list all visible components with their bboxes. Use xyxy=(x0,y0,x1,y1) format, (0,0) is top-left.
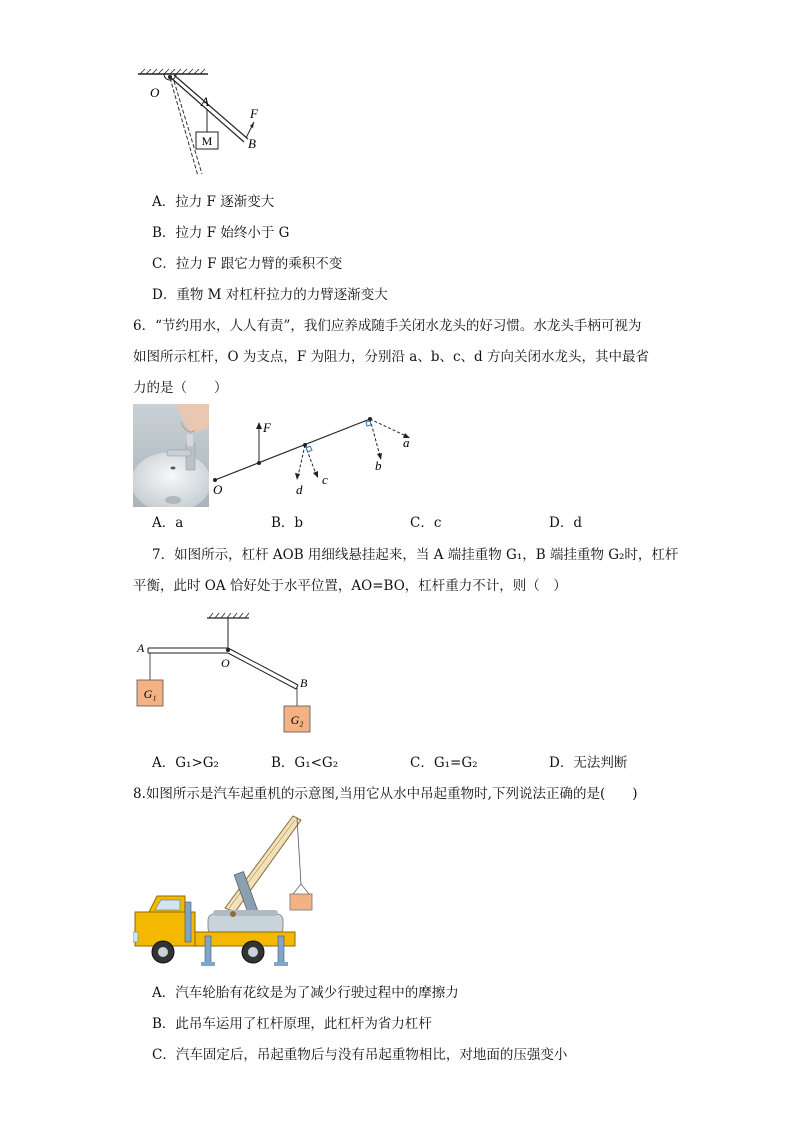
q7-option-c: C．G₁=G₂ xyxy=(410,755,478,771)
label-b: B xyxy=(248,136,256,151)
weight-m-label: M xyxy=(201,134,213,148)
q6-option-d: D．d xyxy=(549,515,582,531)
q6-option-a: A．a xyxy=(152,515,184,531)
q7-stem-line-2: 平衡，此时 OA 恰好处于水平位置，AO=BO，杠杆重力不计，则（ ） xyxy=(133,578,567,594)
faucet-photo xyxy=(133,404,209,507)
q5-option-c: C．拉力 F 跟它力臂的乘积不变 xyxy=(152,256,343,272)
q7-stem-line-1: 7．如图所示，杠杆 AOB 用细线悬挂起来，当 A 端挂重物 G₁，B 端挂重物 G₂时，杠杆 xyxy=(152,547,679,563)
diagram-label-f: F xyxy=(263,420,271,435)
box-g1-label: G₁ xyxy=(143,687,157,701)
diagram-label-c: c xyxy=(322,472,328,487)
q5-option-b: B．拉力 F 始终小于 G xyxy=(152,225,290,241)
q7-option-a: A．G₁>G₂ xyxy=(152,755,219,771)
q6-stem-line-2: 如图所示杠杆，O 为支点，F 为阻力，分别沿 a、b、c、d 方向关闭水龙头，其中最省 xyxy=(133,349,649,365)
label-o-pivot: O xyxy=(221,656,230,670)
lever-aob-figure xyxy=(133,610,323,738)
q7-option-d: D．无法判断 xyxy=(549,755,628,771)
lever-figure-q5 xyxy=(130,66,270,182)
box-g2-label: G₂ xyxy=(290,713,304,727)
q8-option-b: B．此吊车运用了杠杆原理，此杠杆为省力杠杆 xyxy=(152,1016,432,1032)
q6-option-c: C．c xyxy=(410,515,442,531)
diagram-label-b: b xyxy=(375,458,382,473)
q6-stem-line-1: 6．“节约用水，人人有责”，我们应养成随手关闭水龙头的好习惯。水龙头手柄可视为 xyxy=(133,318,642,334)
q8-stem-line-1: 8.如图所示是汽车起重机的示意图,当用它从水中吊起重物时,下列说法正确的是( ) xyxy=(133,786,638,802)
faucet-lever-diagram xyxy=(210,410,420,498)
label-b-end: B xyxy=(300,676,308,690)
label-o: O xyxy=(150,85,160,100)
q5-option-d: D．重物 M 对杠杆拉力的力臂逐渐变大 xyxy=(152,287,388,303)
label-a-end: A xyxy=(137,641,145,655)
diagram-label-d: d xyxy=(296,482,303,497)
q6-option-b: B．b xyxy=(271,515,304,531)
diagram-label-a: a xyxy=(403,435,410,450)
q8-option-a: A．汽车轮胎有花纹是为了减少行驶过程中的摩擦力 xyxy=(152,985,459,1001)
q8-option-c: C．汽车固定后，吊起重物后与没有吊起重物相比，对地面的压强变小 xyxy=(152,1047,568,1063)
label-f: F xyxy=(250,106,258,121)
q7-option-b: B．G₁<G₂ xyxy=(271,755,339,771)
q6-stem-line-3: 力的是（ ） xyxy=(133,380,228,396)
crane-truck-illustration xyxy=(133,812,333,972)
diagram-label-o: O xyxy=(213,482,223,497)
q5-option-a: A．拉力 F 逐渐变大 xyxy=(152,194,275,210)
label-a: A xyxy=(201,94,209,109)
